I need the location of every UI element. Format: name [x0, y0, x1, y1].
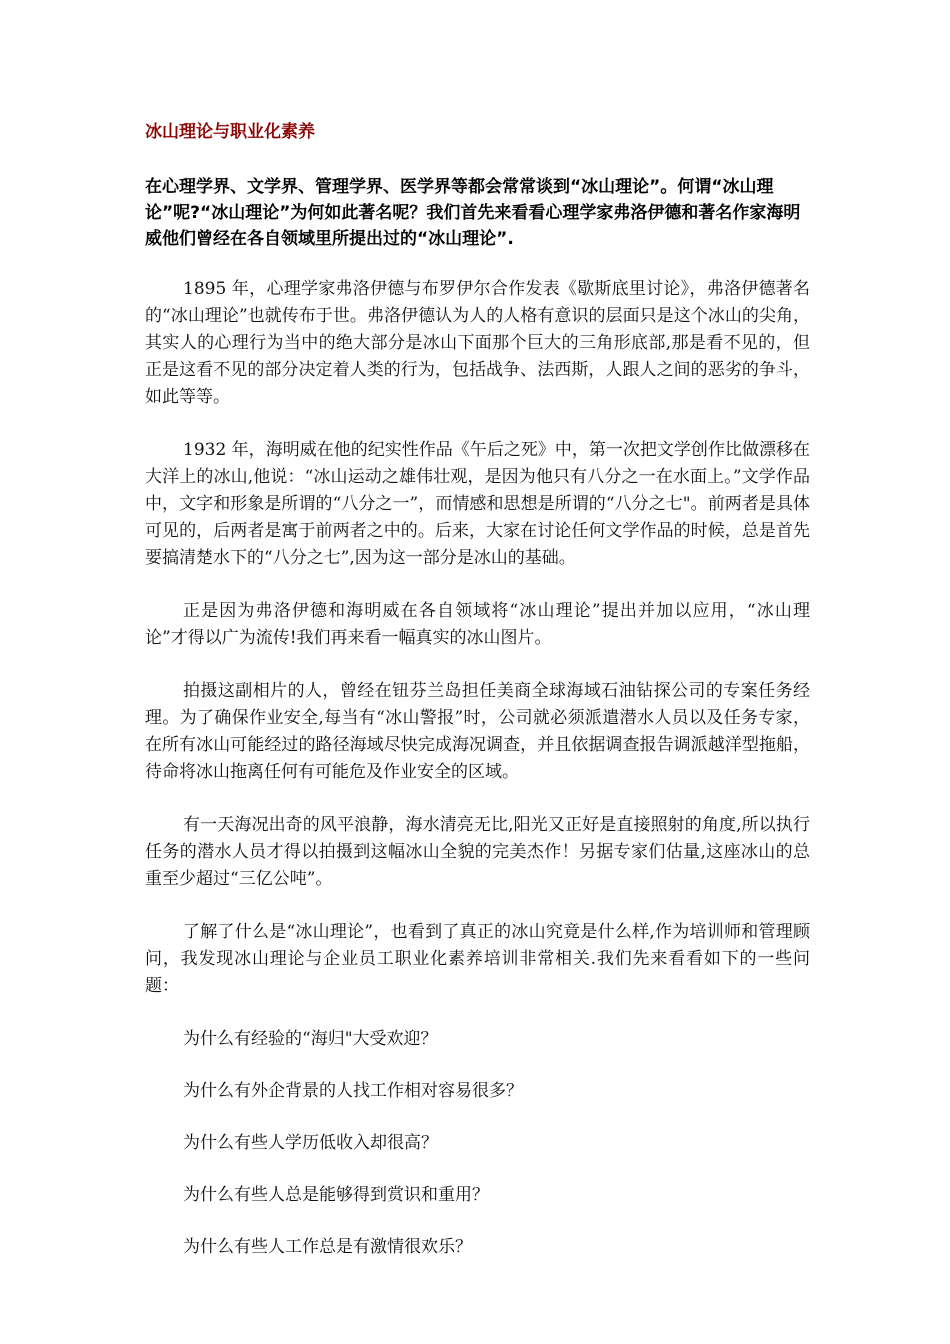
paragraph-calm-sea: 有一天海况出奇的风平浪静，海水清亮无比,阳光又正好是直接照射的角度,所以执行任务的潜水人员才得以拍摄到这幅冰山全貌的完美杰作！另据专家们估量,这座冰山的总重至少超过“三亿公吨”。 — [145, 815, 810, 889]
paragraph-hemingway: 1932 年，海明威在他的纪实性作品《午后之死》中，第一次把文学创作比做漂移在大洋上的冰山,他说：“冰山运动之雄伟壮观，是因为他只有八分之一在水面上。”文学作品中，文字和形象是所谓的“八分之一”，而情感和思想是所谓的“八分之七"。前两者是具体可见的，后两者是寓于前两者之中的。后来，大家在讨论任何文学作品的时候，总是首先要搞清楚水下的“八分之七”,因为这一部分是冰山的基础。 — [145, 440, 810, 568]
paragraph-photographer: 拍摄这副相片的人，曾经在钮芬兰岛担任美商全球海域石油钻探公司的专案任务经理。为了确保作业安全,每当有“冰山警报”时，公司就必须派遣潜水人员以及任务专家，在所有冰山可能经过的路径海域尽快完成海况调查，并且依据调查报告调派越洋型拖船，待命将冰山拖离任何有可能危及作业安全的区域。 — [145, 681, 810, 782]
question-item: 为什么有些人总是能够得到赏识和重用？ — [183, 1185, 489, 1205]
paragraph-training: 了解了什么是“冰山理论”，也看到了真正的冰山究竟是什么样,作为培训师和管理顾问，我发现冰山理论与企业员工职业化素养培训非常相关.我们先来看看如下的一些问题： — [145, 922, 810, 996]
document-title: 冰山理论与职业化素养 — [145, 122, 315, 142]
paragraph-spread: 正是因为弗洛伊德和海明威在各自领域将“冰山理论”提出并加以应用，“冰山理论”才得以广为流传!我们再来看一幅真实的冰山图片。 — [145, 601, 810, 648]
document-page — [145, 118, 810, 1286]
question-item: 为什么有外企背景的人找工作相对容易很多？ — [183, 1081, 523, 1101]
question-item: 为什么有些人学历低收入却很高？ — [183, 1133, 438, 1153]
paragraph-freud: 1895 年，心理学家弗洛伊德与布罗伊尔合作发表《歇斯底里讨论》，弗洛伊德著名的“冰山理论”也就传布于世。弗洛伊德认为人的人格有意识的层面只是这个冰山的尖角，其实人的心理行为当中的绝大部分是冰山下面那个巨大的三角形底部,那是看不见的，但正是这看不见的部分决定着人类的行为，包括战争、法西斯，人跟人之间的恶劣的争斗，如此等等。 — [145, 279, 810, 407]
intro-paragraph: 在心理学界、文学界、管理学界、医学界等都会常常谈到“冰山理论”。何谓“冰山理论”呢?“冰山理论”为何如此著名呢？我们首先来看看心理学家弗洛伊德和著名作家海明威他们曾经在各自领域里所提出过的“冰山理论”. — [145, 177, 801, 249]
question-item: 为什么有经验的“海归"大受欢迎？ — [183, 1029, 438, 1049]
question-item: 为什么有些人工作总是有激情很欢乐？ — [183, 1237, 472, 1257]
